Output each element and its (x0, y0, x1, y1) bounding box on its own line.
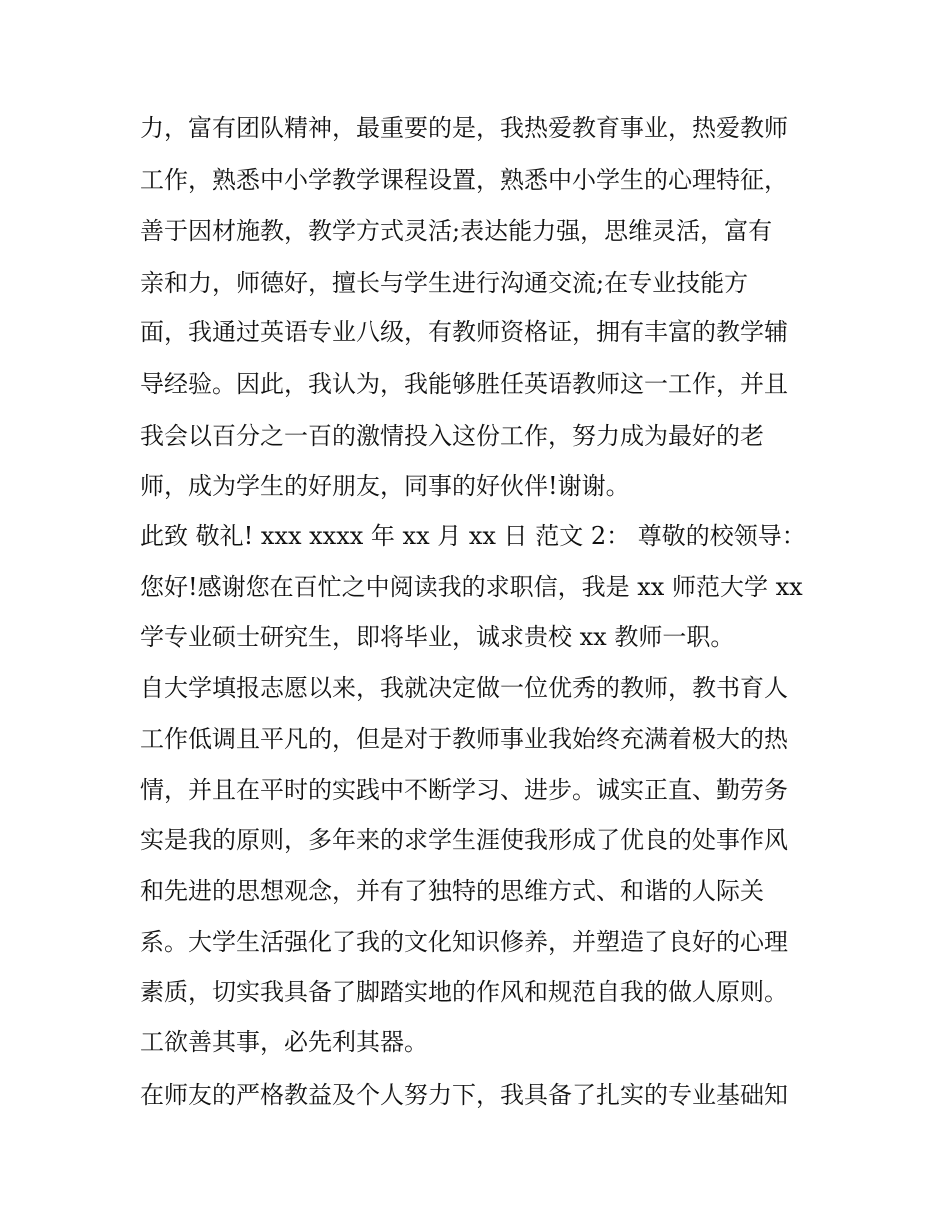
text-line: 导经验。因此，我认为，我能够胜任英语教师这一工作，并且 (140, 370, 788, 398)
text-line: 系。大学生活强化了我的文化知识修养，并塑造了良好的心理 (140, 928, 788, 956)
text-line: 面，我通过英语专业八级，有教师资格证，拥有丰富的教学辅 (140, 318, 788, 346)
text-line: 自大学填报志愿以来，我就决定做一位优秀的教师，教书育人 (140, 674, 788, 702)
text-line: 力，富有团队精神，最重要的是，我热爱教育事业，热爱教师 (140, 114, 788, 142)
text-line: 和先进的思想观念，并有了独特的思维方式、和谐的人际关 (140, 877, 764, 905)
text-line: 工作，熟悉中小学教学课程设置，熟悉中小学生的心理特征， (140, 166, 788, 194)
text-line: 工作低调且平凡的，但是对于教师事业我始终充满着极大的热 (140, 725, 788, 753)
text-line: 师，成为学生的好朋友，同事的好伙伴!谢谢。 (140, 472, 630, 500)
text-line: 您好!感谢您在百忙之中阅读我的求职信，我是 xx 师范大学 xx (140, 573, 803, 601)
text-line: 我会以百分之一百的激情投入这份工作，努力成为最好的老 (140, 422, 764, 450)
text-line: 工欲善其事，必先利其器。 (140, 1028, 428, 1056)
text-line: 素质，切实我具备了脚踏实地的作风和规范自我的做人原则。 (140, 978, 788, 1006)
text-line: 实是我的原则，多年来的求学生涯使我形成了优良的处事作风 (140, 826, 788, 854)
text-line: 此致 敬礼! xxx xxxx 年 xx 月 xx 日 范文 2： 尊敬的校领导： (140, 522, 806, 550)
text-line: 情，并且在平时的实践中不断学习、进步。诚实正直、勤劳务 (140, 776, 788, 804)
text-line: 善于因材施教，教学方式灵活;表达能力强，思维灵活，富有 (140, 217, 773, 245)
text-line: 学专业硕士研究生，即将毕业，诚求贵校 xx 教师一职。 (140, 623, 735, 651)
text-line: 在师友的严格教益及个人努力下，我具备了扎实的专业基础知 (140, 1081, 788, 1109)
text-line: 亲和力，师德好，擅长与学生进行沟通交流;在专业技能方 (140, 269, 749, 297)
